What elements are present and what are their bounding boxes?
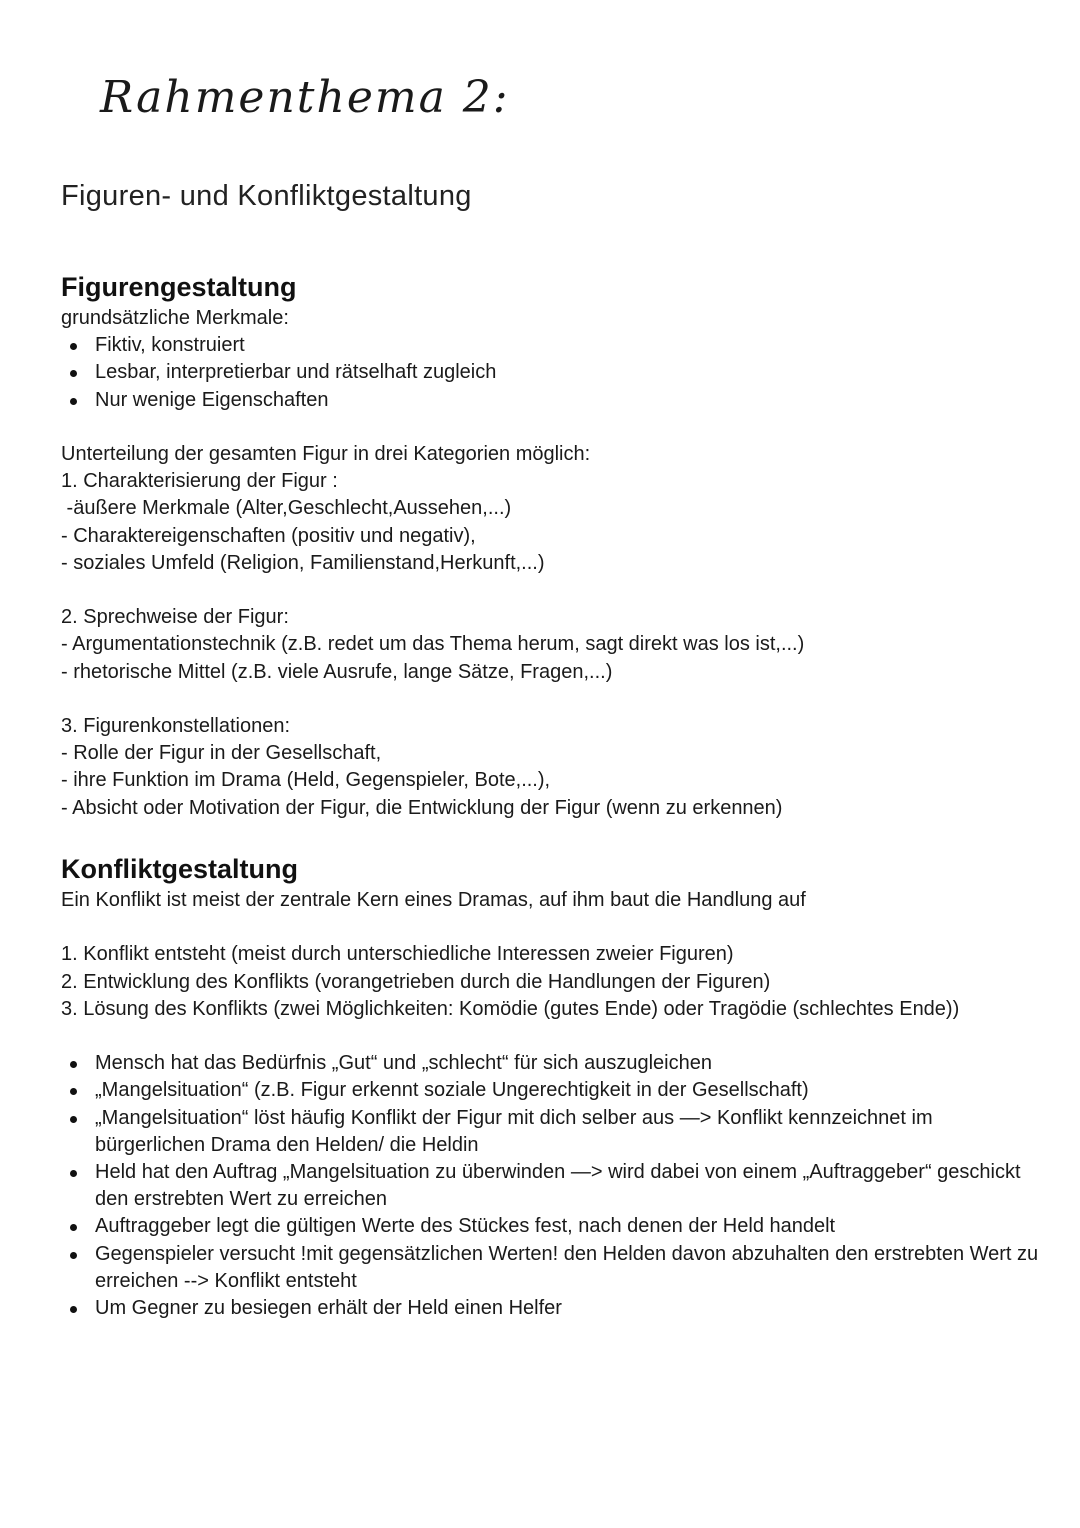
figuren-heading: Figurengestaltung — [61, 272, 297, 302]
kategorien-intro: Unterteilung der gesamten Figur in drei Kategorien möglich: — [61, 443, 591, 465]
list-item: Um Gegner zu besiegen erhält der Held einen Helfer — [61, 1295, 1041, 1322]
list-item: „Mangelsituation“ löst häufig Konflikt der Figur mit dich selber aus —> Konflikt kennzeichnet im bürgerlichen Drama den Helden/ die Heldin — [61, 1105, 1041, 1159]
list-item: Gegenspieler versucht !mit gegensätzlichen Werten! den Helden davon abzuhalten den erstrebten Wert zu erreichen --> Konflikt entsteht — [61, 1241, 1041, 1295]
kategorie-1-title: 1. Charakterisierung der Figur : — [61, 470, 338, 493]
list-item: 1. Konflikt entsteht (meist durch unterschiedliche Interessen zweier Figuren) — [61, 943, 734, 966]
list-item: - Absicht oder Motivation der Figur, die Entwicklung der Figur (wenn zu erkennen) — [61, 796, 783, 819]
list-item: 3. Lösung des Konflikts (zwei Möglichkeiten: Komödie (gutes Ende) oder Tragödie (schlechtes Ende)) — [61, 997, 960, 1020]
figuren-section — [61, 269, 1051, 822]
konflikt-intro: Ein Konflikt ist meist der zentrale Kern eines Dramas, auf ihm baut die Handlung auf — [61, 889, 806, 911]
list-item: - Charaktereigenschaften (positiv und negativ), — [61, 524, 476, 547]
konflikt-bullet-list — [61, 1050, 1041, 1322]
list-item: - Argumentationstechnik (z.B. redet um das Thema herum, sagt direkt was los ist,...) — [61, 633, 805, 656]
list-item: - ihre Funktion im Drama (Held, Gegenspieler, Bote,...), — [61, 769, 551, 792]
kategorie-2-title: 2. Sprechweise der Figur: — [61, 606, 289, 629]
list-item: Held hat den Auftrag „Mangelsituation zu überwinden —> wird dabei von einem „Auftraggeber“ geschickt den erstrebten Wert zu erreichen — [61, 1159, 1041, 1213]
list-item: Nur wenige Eigenschaften — [61, 387, 1051, 414]
konflikt-section — [61, 851, 1051, 1322]
list-item: - rhetorische Mittel (z.B. viele Ausrufe, lange Sätze, Fragen,...) — [61, 660, 613, 683]
kategorie-3-title: 3. Figurenkonstellationen: — [61, 715, 291, 737]
list-item: - soziales Umfeld (Religion, Familienstand,Herkunft,...) — [61, 551, 545, 574]
figuren-bullet-list — [61, 332, 1051, 414]
list-item: Auftraggeber legt die gültigen Werte des Stückes fest, nach denen der Held handelt — [61, 1213, 1041, 1240]
page-title: Rahmenthema 2: — [100, 72, 510, 123]
figuren-intro: grundsätzliche Merkmale: — [61, 307, 289, 329]
page-subtitle: Figuren- und Konfliktgestaltung — [61, 180, 472, 212]
list-item: - Rolle der Figur in der Gesellschaft, — [61, 742, 382, 765]
list-item: Mensch hat das Bedürfnis „Gut“ und „schlecht“ für sich auszugleichen — [61, 1050, 1041, 1077]
list-item: -äußere Merkmale (Alter,Geschlecht,Aussehen,...) — [61, 497, 512, 520]
konflikt-heading: Konfliktgestaltung — [61, 854, 298, 884]
list-item: Lesbar, interpretierbar und rätselhaft zugleich — [61, 359, 1051, 386]
list-item: 2. Entwicklung des Konflikts (vorangetrieben durch die Handlungen der Figuren) — [61, 970, 771, 993]
list-item: Fiktiv, konstruiert — [61, 332, 1051, 359]
list-item: „Mangelsituation“ (z.B. Figur erkennt soziale Ungerechtigkeit in der Gesellschaft) — [61, 1077, 1041, 1104]
